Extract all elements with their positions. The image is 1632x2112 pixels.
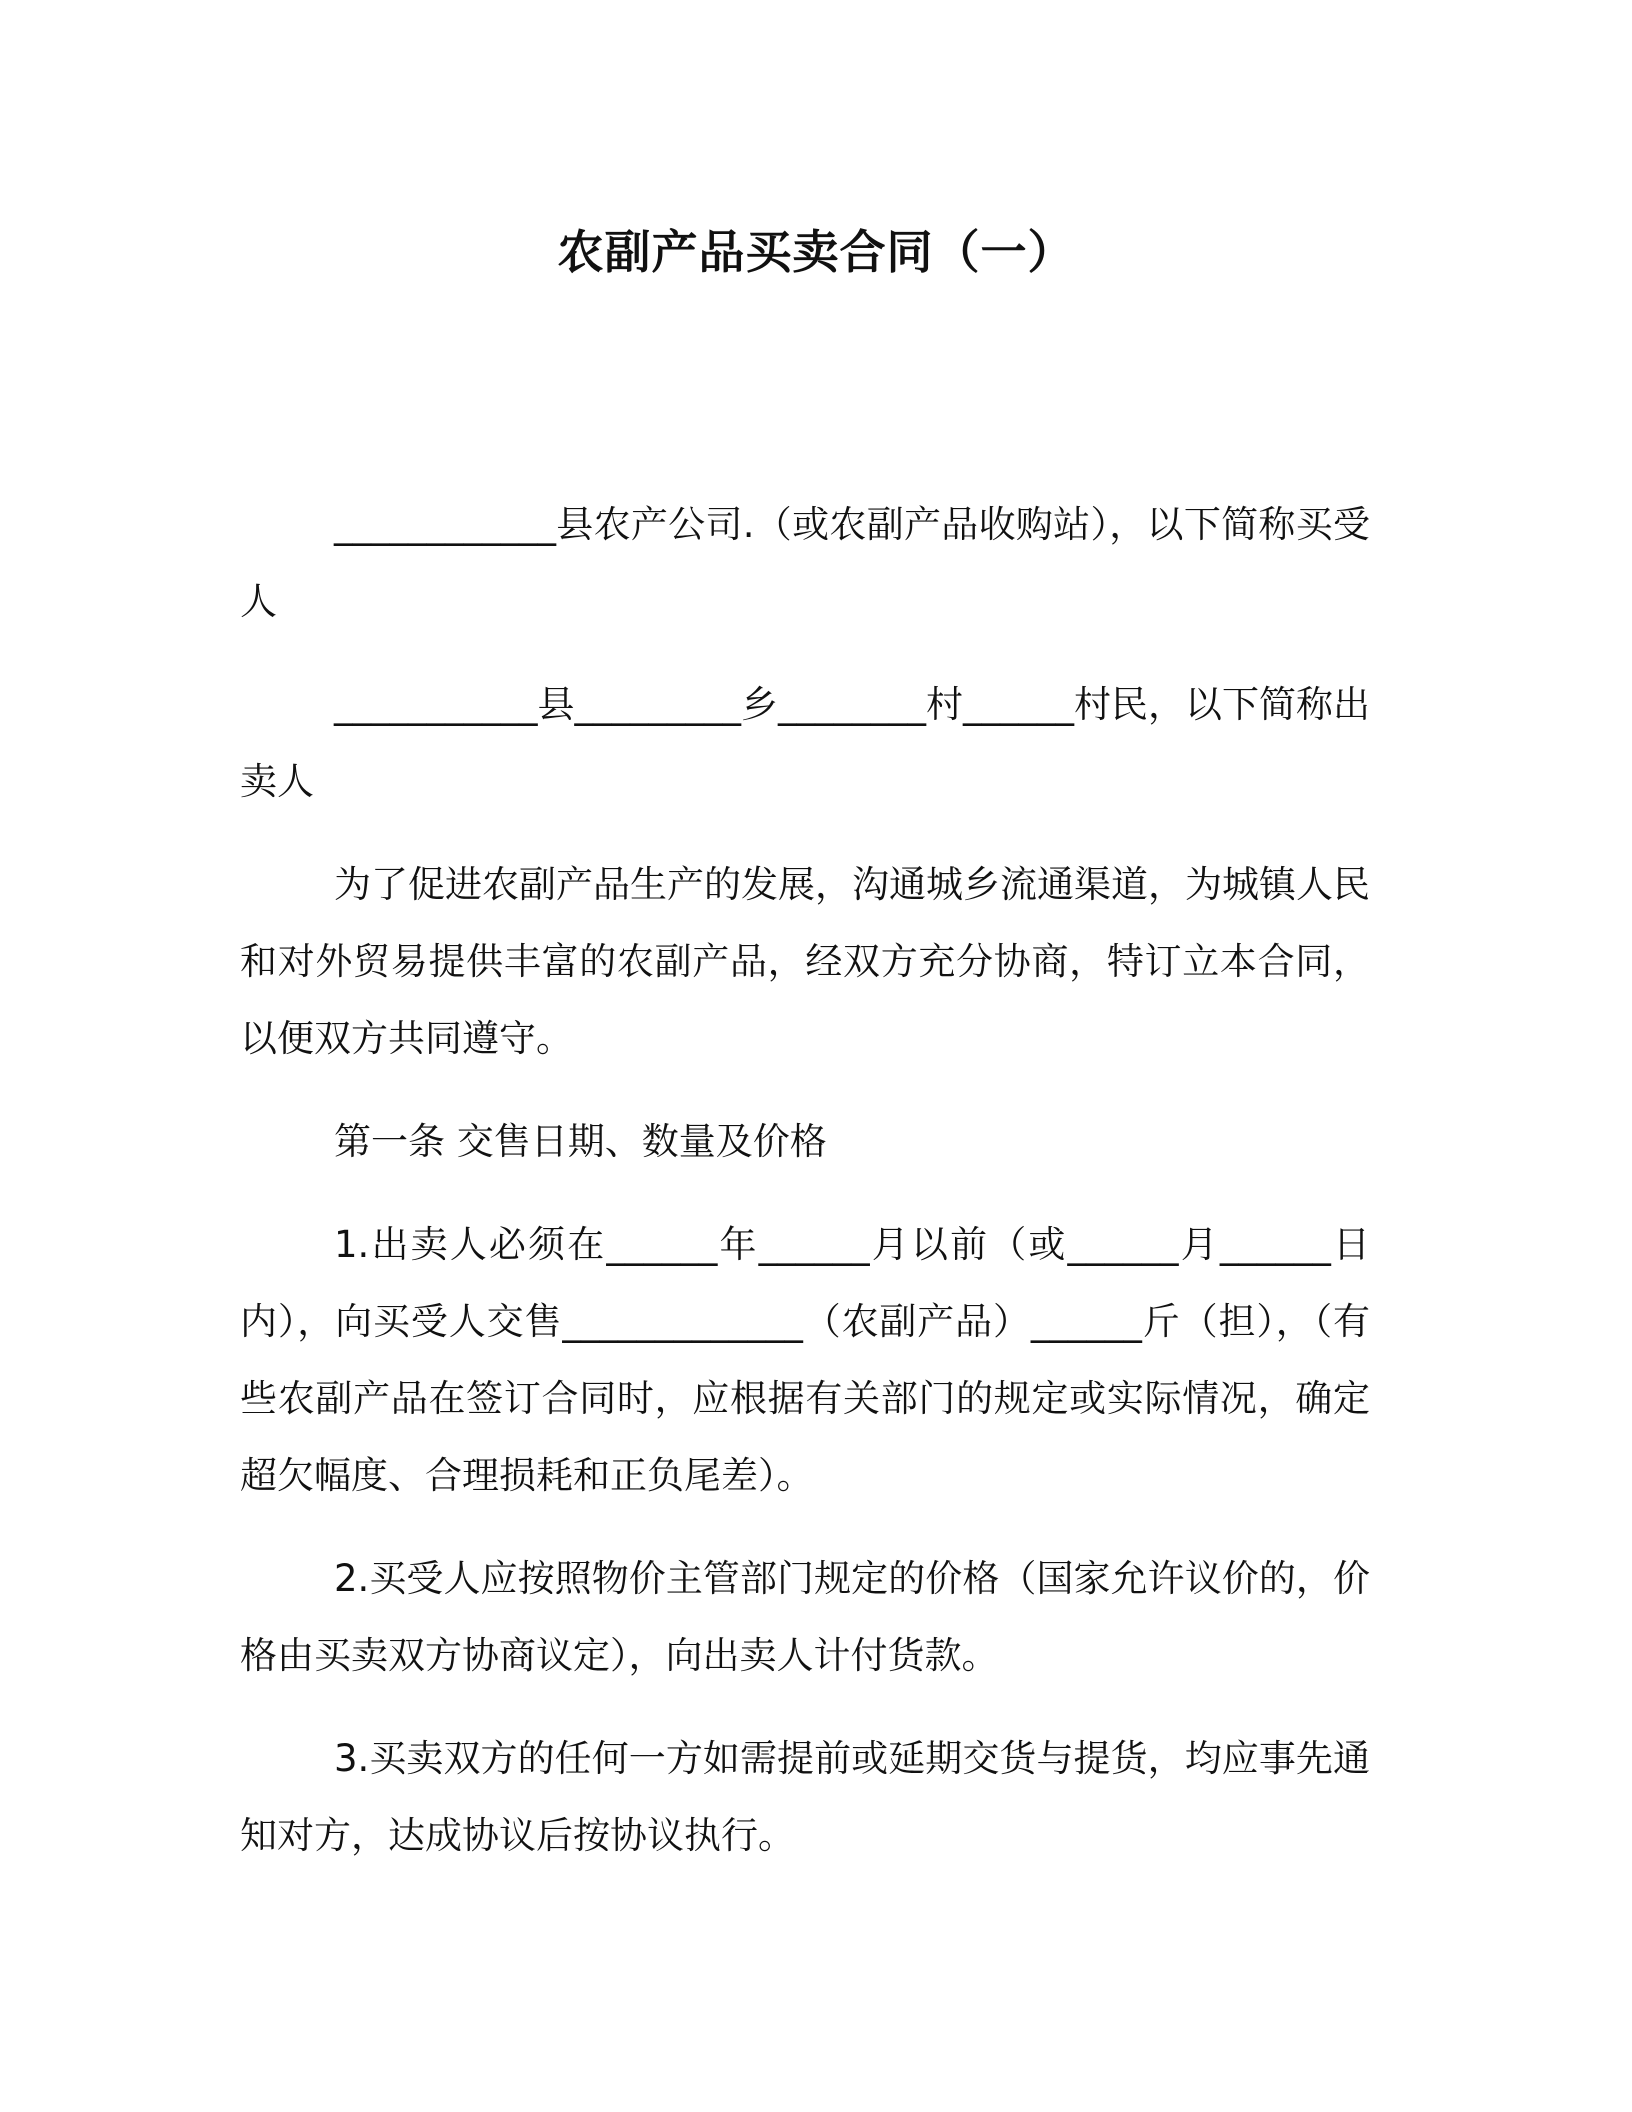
clause-1: 1.出卖人必须在______年______月以前（或______月______日内），向买受人交售_____________（农副产品）______斤（担），（有些农副产品在签订合同时，应根据有关部门的规定或实际情况，确定超欠幅度、合理损耗和正负尾差）。 (240, 1223, 1370, 1497)
paragraph-purpose: 为了促进农副产品生产的发展，沟通城乡流通渠道，为城镇人民和对外贸易提供丰富的农副产品，经双方充分协商，特订立本合同，以便双方共同遵守。 (240, 863, 1370, 1060)
document-body (240, 486, 1370, 1874)
document-title: 农副产品买卖合同（一） (557, 225, 1075, 279)
clause-3: 3.买卖双方的任何一方如需提前或延期交货与提货，均应事先通知对方，达成协议后按协议执行。 (240, 1737, 1370, 1857)
paragraph-buyer: ____________县农产公司.（或农副产品收购站），以下简称买受人 (240, 503, 1370, 623)
clause-2: 2.买受人应按照物价主管部门规定的价格（国家允许议价的，价格由买卖双方协商议定），向出卖人计付货款。 (240, 1557, 1370, 1677)
paragraph-seller: ___________县_________乡________村______村民，以下简称出卖人 (240, 683, 1370, 803)
article-heading: 第一条 交售日期、数量及价格 (334, 1120, 827, 1163)
